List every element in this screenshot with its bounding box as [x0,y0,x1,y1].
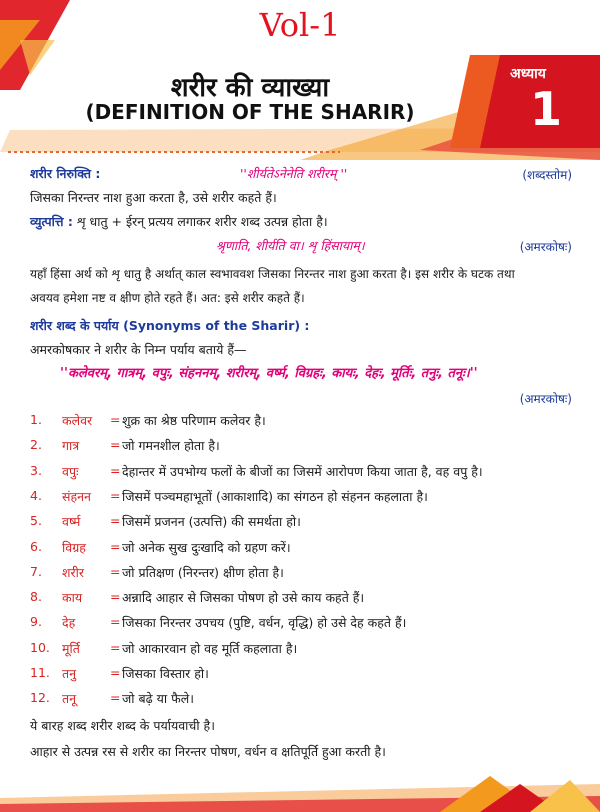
vyutpatti-para-1: यहाँ हिंसा अर्थ को शृ धातु है अर्थात् काल स्वभाववश जिसका निरन्तर नाश हुआ करता है। इस शरीर के घटक तथा [30,267,515,281]
synonym-definition: जो बढ़े या फैले। [122,691,194,706]
synonym-equals: = [110,665,121,680]
synonym-definition: देहान्तर में उपभोग्य फलों के बीजों का जिसमें आरोपण किया जाता है, वह वपु है। [122,464,483,479]
synonym-number: 9. [30,614,42,629]
synonyms-intro: अमरकोषकार ने शरीर के निम्न पर्याय बताये हैं— [30,342,247,357]
nirukti-label: शरीर निरुक्ति : [30,166,101,181]
synonym-term: मूर्ति [62,641,80,656]
synonym-equals: = [110,640,121,655]
nirukti-quote: ''शीर्यतेऽनेनेति शरीरम् '' [240,166,348,181]
chapter-title-hindi: शरीर की व्याख्या [170,73,330,103]
synonym-term: संहनन [62,489,91,504]
synonym-row [0,488,600,506]
synonym-equals: = [110,437,121,452]
synonym-equals: = [110,690,121,705]
vyutpatti-label: व्युत्पत्ति : [30,214,73,229]
closing-line-2: आहार से उत्पन्न रस से शरीर का निरन्तर पोषण, वर्धन व क्षतिपूर्ति हुआ करती है। [30,744,386,759]
synonym-equals: = [110,589,121,604]
chapter-label: अध्याय [510,66,546,82]
synonym-definition: जिसमें पञ्चमहाभूतों (आकाशादि) का संगठन हो संहनन कहलाता है। [122,489,428,504]
synonym-row [0,463,600,481]
synonym-definition: अन्नादि आहार से जिसका पोषण हो उसे काय कहते हैं। [122,590,365,605]
nirukti-line: जिसका निरन्तर नाश हुआ करता है, उसे शरीर कहते हैं। [30,190,277,205]
synonyms-verse: ''कलेवरम्, गात्रम्, वपुः, संहननम्, शरीरम्, वर्ष्म, विग्रहः, कायः, देहः, मूर्तिः, तनुः, तनूः।'' [60,366,478,381]
synonym-row [0,437,600,455]
synonyms-source: (अमरकोषः) [519,392,572,406]
synonym-number: 11. [30,665,50,680]
synonym-term: विग्रह [62,540,86,555]
vyutpatti-verse: श्रृणाति, शीर्यति वा। शृ हिंसायाम्। [216,238,365,253]
synonym-equals: = [110,463,121,478]
synonym-number: 2. [30,437,42,452]
synonyms-heading: शरीर शब्द के पर्याय (Synonyms of the Sharir) : [30,318,310,333]
nirukti-source: (शब्दस्तोम) [522,168,572,182]
synonym-definition: जिसका निरन्तर उपचय (पुष्टि, वर्धन, वृद्धि) हो उसे देह कहते हैं। [122,615,407,630]
footer-decoration [0,770,600,812]
synonym-number: 4. [30,488,42,503]
synonym-number: 5. [30,513,42,528]
synonym-equals: = [110,539,121,554]
synonym-term: काय [62,590,83,605]
synonym-row [0,564,600,582]
synonym-number: 10. [30,640,50,655]
synonym-definition: जिसमें प्रजनन (उत्पत्ति) की समर्थता हो। [122,514,301,529]
synonym-equals: = [110,412,121,427]
synonym-row [0,665,600,683]
synonym-number: 8. [30,589,42,604]
synonym-equals: = [110,564,121,579]
chapter-number: 1 [530,82,563,136]
synonym-term: तनू [62,691,77,706]
synonym-term: शरीर [62,565,84,580]
volume-label: Vol-1 [259,6,341,44]
synonym-row [0,412,600,430]
synonym-term: तनु [62,666,77,681]
synonym-row [0,589,600,607]
chapter-title-english: (DEFINITION OF THE SHARIR) [85,100,415,124]
synonym-term: गात्र [62,438,80,453]
synonym-term: कलेवर [62,413,93,428]
synonym-definition: जो आकारवान हो वह मूर्ति कहलाता है। [122,641,298,656]
vyutpatti-row [30,214,576,230]
vyutpatti-source: (अमरकोषः) [519,240,572,254]
synonym-number: 12. [30,690,50,705]
synonym-row [0,539,600,557]
closing-line-1: ये बारह शब्द शरीर शब्द के पर्यायवाची है। [30,718,215,733]
synonym-row [0,690,600,708]
synonym-number: 1. [30,412,42,427]
nirukti-row [30,166,576,182]
synonym-definition: जो गमनशील होता है। [122,438,220,453]
synonym-definition: जिसका विस्तार हो। [122,666,209,681]
synonym-number: 3. [30,463,42,478]
synonym-equals: = [110,513,121,528]
synonym-term: देह [62,615,76,630]
synonym-definition: जो अनेक सुख दुःखादि को ग्रहण करें। [122,540,291,555]
synonym-term: वर्ष्म [62,514,81,529]
synonym-row [0,513,600,531]
vyutpatti-para-2: अवयव हमेशा नष्ट व क्षीण होते रहते हैं। अत: इसे शरीर कहते हैं। [30,291,305,305]
synonym-number: 7. [30,564,42,579]
synonym-number: 6. [30,539,42,554]
synonym-equals: = [110,488,121,503]
synonym-definition: शुक्र का श्रेष्ठ परिणाम कलेवर है। [122,413,266,428]
synonym-equals: = [110,614,121,629]
synonym-term: वपुः [62,464,79,479]
synonym-row [0,640,600,658]
vyutpatti-text: शृ धातु + ईरन् प्रत्यय लगाकर शरीर शब्द उत्पन्न होता है। [76,214,328,229]
synonym-row [0,614,600,632]
synonym-definition: जो प्रतिक्षण (निरन्तर) क्षीण होता है। [122,565,284,580]
